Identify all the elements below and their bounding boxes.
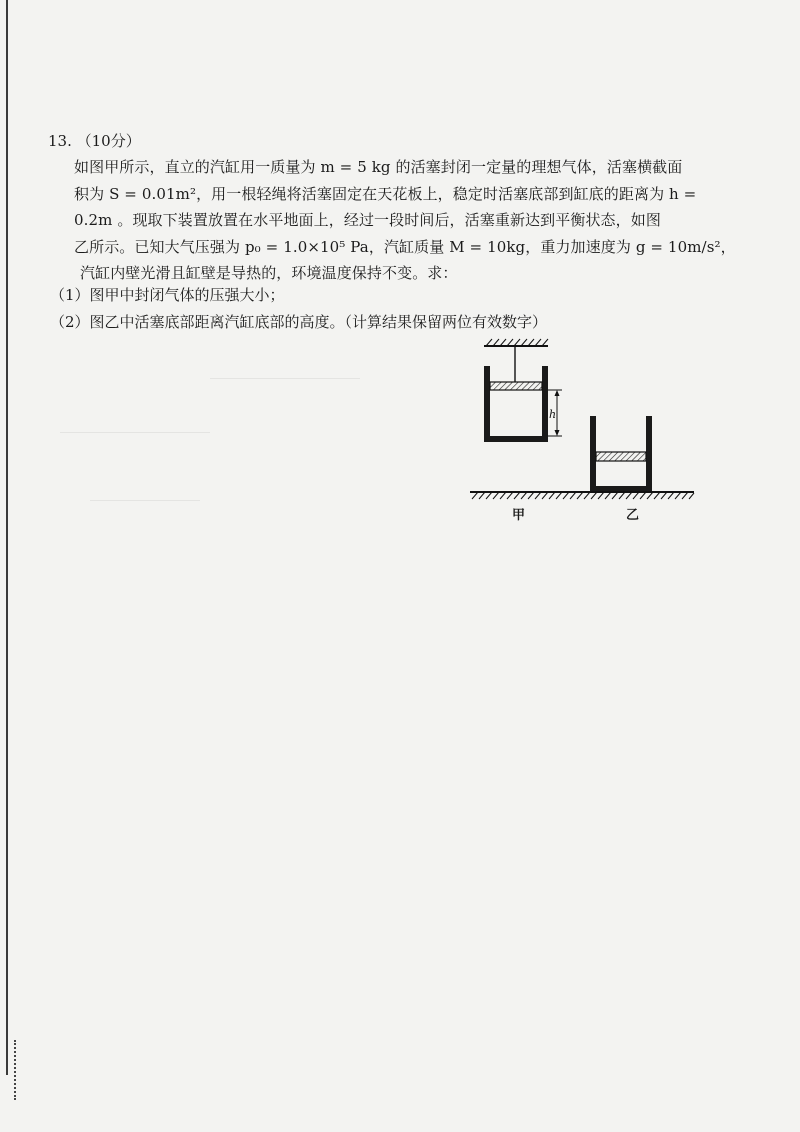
- figure-label-yi: 乙: [626, 508, 640, 523]
- ground: [470, 492, 694, 499]
- bleed-through-mark: [210, 378, 360, 379]
- question-line-4: 乙所示。已知大气压强为 p₀ = 1.0×10⁵ Pa，汽缸质量 M = 10kg，重力加速度为 g = 10m/s²，: [74, 237, 736, 256]
- figure-label-jia: 甲: [512, 508, 526, 523]
- cylinder-figure: [462, 336, 702, 536]
- question-line-2: 积为 S = 0.01m²，用一根轻绳将活塞固定在天花板上，稳定时活塞底部到缸底的距离为 h =: [74, 184, 697, 203]
- cylinder-jia: [484, 366, 548, 442]
- sub-question-1: （1）图甲中封闭气体的压强大小；: [50, 286, 285, 304]
- bleed-through-mark: [90, 500, 200, 501]
- question-line-3: 0.2m 。现取下装置放置在水平地面上，经过一段时间后，活塞重新达到平衡状态，如图: [74, 211, 661, 229]
- page-margin-dots: [14, 1040, 18, 1100]
- question-line-1: 如图甲所示，直立的汽缸用一质量为 m = 5 kg 的活塞封闭一定量的理想气体，活塞横截面: [74, 158, 683, 176]
- h-label: h: [549, 408, 557, 421]
- question-body: [74, 154, 736, 287]
- question-line-5: 汽缸内壁光滑且缸壁是导热的，环境温度保持不变。求：: [80, 264, 458, 282]
- question-points: （10分）: [76, 132, 141, 150]
- bleed-through-mark: [60, 432, 210, 433]
- sub-question-2: （2）图乙中活塞底部距离汽缸底部的高度。（计算结果保留两位有效数字）: [50, 313, 548, 331]
- cylinder-diagram: [462, 336, 702, 536]
- question-header: [48, 128, 141, 154]
- page-margin-line: [6, 0, 8, 1075]
- piston-yi: [596, 452, 646, 461]
- piston-jia: [490, 382, 542, 390]
- question-number: 13.: [48, 132, 72, 150]
- cylinder-yi: [590, 416, 652, 492]
- ceiling: [484, 339, 548, 346]
